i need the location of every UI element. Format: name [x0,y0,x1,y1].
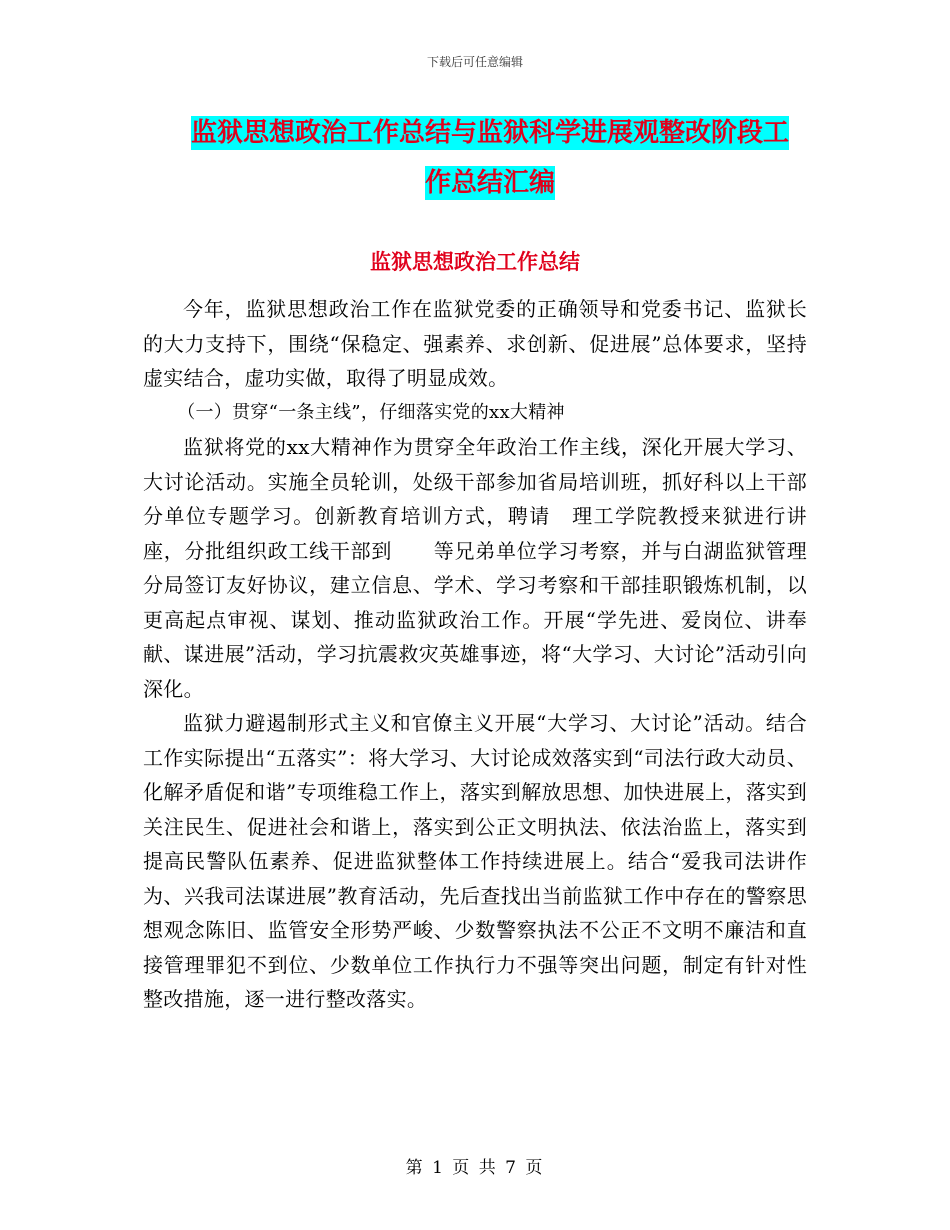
paragraph-study: 监狱将党的xx大精神作为贯穿全年政治工作主线，深化开展大学习、大讨论活动。实施全员轮训，处级干部参加省局培训班，抓好科以上干部分单位专题学习。创新教育培训方式，聘请 理工学院教授来狱进行讲座，分批组织政工线干部到 等兄弟单位学习考察，并与白湖监狱管理分局签订友好协议，建立信息、学术、学习考察和干部挂职锻炼机制，以更高起点审视、谋划、推动监狱政治工作。开展“学先进、爱岗位、讲奉献、谋进展”活动，学习抗震救灾英雄事迹，将“大学习、大讨论”活动引向深化。 [143,435,807,701]
document-title-line-1: 监狱思想政治工作总结与监狱科学进展观整改阶段工 [190,118,789,148]
document-body [143,292,807,1017]
document-title [150,108,830,208]
page-number: 第 1 页 共 7 页 [405,1158,545,1178]
paragraph-implementation: 监狱力避遏制形式主义和官僚主义开展“大学习、大讨论”活动。结合工作实际提出“五落实”：将大学习、大讨论成效落实到“司法行政大动员、化解矛盾促和谐”专项维稳工作上，落实到解放思想、加快进展上，落实到关注民生、促进社会和谐上，落实到公正文明执法、依法治监上，落实到提高民警队伍素养、促进监狱整体工作持续进展上。结合“爱我司法讲作为、兴我司法谋进展”教育活动，先后查找出当前监狱工作中存在的警察思想观念陈旧、监管安全形势严峻、少数警察执法不公正不文明不廉洁和直接管理罪犯不到位、少数单位工作执行力不强等突出问题，制定有针对性整改措施，逐一进行整改落实。 [143,711,807,1011]
paragraph-intro: 今年，监狱思想政治工作在监狱党委的正确领导和党委书记、监狱长的大力支持下，围绕“保稳定、强素养、求创新、促进展”总体要求，坚持虚实结合，虚功实做，取得了明显成效。 [143,297,807,390]
document-title-line-2: 作总结汇编 [424,168,555,198]
subheading-one: （一）贯穿“一条主线”，仔细落实党的xx大精神 [177,401,565,423]
section-title: 监狱思想政治工作总结 [370,250,580,274]
header-note: 下载后可任意编辑 [426,55,523,69]
